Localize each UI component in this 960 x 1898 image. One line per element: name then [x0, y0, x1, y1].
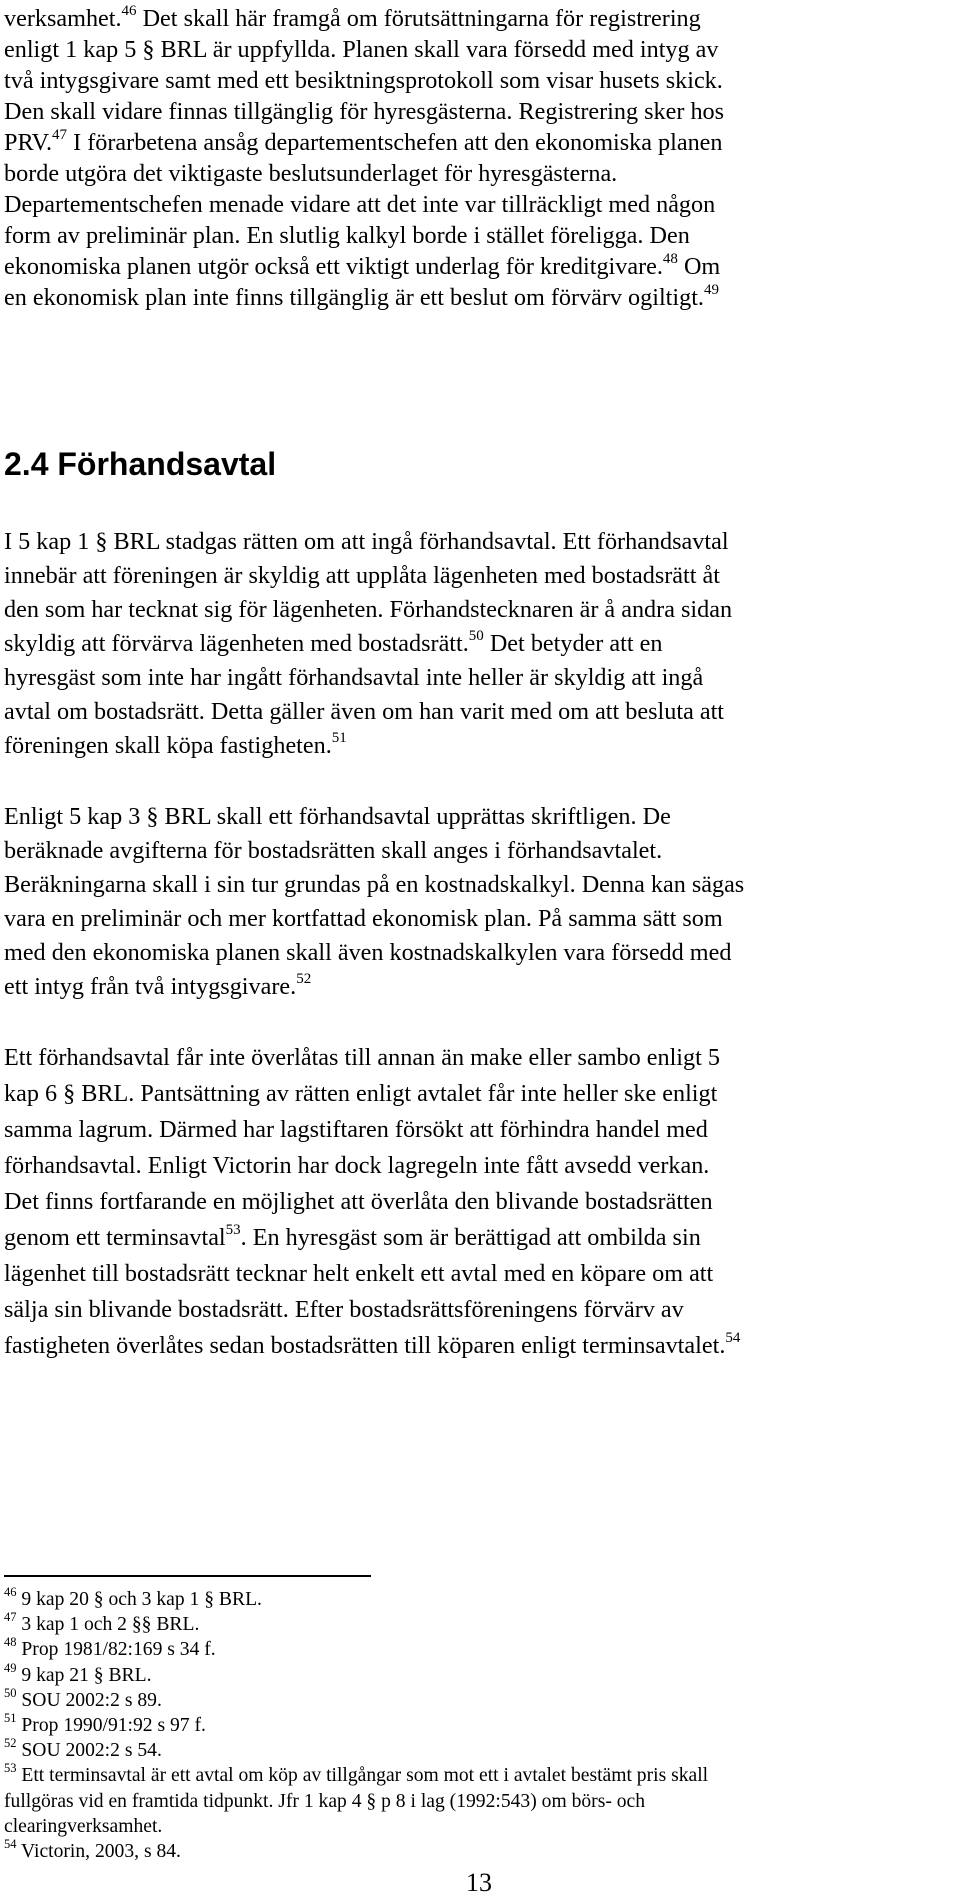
footnote-ref[interactable]: 49 — [703, 282, 719, 298]
text-line: borde utgöra det viktigaste beslutsunderlaget för hyresgästerna. — [4, 160, 618, 187]
text-line: Beräkningarna skall i sin tur grundas på en kostnadskalkyl. Denna kan sägas — [4, 871, 745, 898]
text-line: genom ett terminsavtal$^{53}$. En hyresgäst som är berättigad att ombilda sin — [4, 1222, 701, 1251]
footnote-ref[interactable]: 51 — [331, 730, 347, 746]
text-line: Departementschefen menade vidare att det inte var tillräckligt med någon — [4, 191, 716, 218]
text-line: fastigheten överlåtes sedan bostadsrätten till köparen enligt terminsavtalet.$^{54}$ — [4, 1330, 741, 1359]
footnote: $^{52}$ SOU 2002:2 s 54. — [4, 1736, 162, 1762]
footnote-ref[interactable]: 48 — [662, 251, 678, 267]
page-number: 13 — [466, 1868, 492, 1898]
footnote-continuation: clearingverksamhet. — [4, 1815, 163, 1837]
footnote: $^{47}$ 3 kap 1 och 2 §§ BRL. — [4, 1610, 200, 1636]
footnote-separator — [4, 1575, 371, 1577]
text-line: hyresgäst som inte har ingått förhandsavtal inte heller är skyldig att ingå — [4, 664, 704, 691]
footnote-continuation: fullgöras vid en framtida tidpunkt. Jfr 1 kap 4 § p 8 i lag (1992:543) om börs- och — [4, 1790, 646, 1812]
text-line: ekonomiska planen utgör också ett viktigt underlag för kreditgivare.$^{48}$ Om — [4, 251, 721, 280]
text-line: med den ekonomiska planen skall även kostnadskalkylen vara försedd med — [4, 939, 732, 966]
section-heading: 2.4 Förhandsavtal — [4, 446, 277, 482]
text-line: enligt 1 kap 5 § BRL är uppfyllda. Planen skall vara försedd med intyg av — [4, 36, 719, 63]
text-line: Den skall vidare finnas tillgänglig för hyresgästerna. Registrering sker hos — [4, 98, 725, 125]
footnote: $^{49}$ 9 kap 21 § BRL. — [4, 1660, 152, 1686]
footnote: $^{48}$ Prop 1981/82:169 s 34 f. — [4, 1635, 216, 1661]
text-line: sälja sin blivande bostadsrätt. Efter bostadsrättsföreningens förvärv av — [4, 1296, 684, 1323]
footnote: $^{51}$ Prop 1990/91:92 s 97 f. — [4, 1711, 206, 1736]
footnote-ref[interactable]: 53 — [225, 1222, 241, 1238]
text-line: lägenhet till bostadsrätt tecknar helt enkelt ett avtal med en köpare om att — [4, 1260, 714, 1287]
footnote-ref[interactable]: 52 — [296, 971, 312, 987]
text-line: I 5 kap 1 § BRL stadgas rätten om att ingå förhandsavtal. Ett förhandsavtal — [4, 528, 729, 555]
footnote: $^{50}$ SOU 2002:2 s 89. — [4, 1685, 162, 1711]
text-line: Ett förhandsavtal får inte överlåtas till annan än make eller sambo enligt 5 — [4, 1044, 720, 1071]
text-line: innebär att föreningen är skyldig att upplåta lägenheten med bostadsrätt åt — [4, 562, 720, 589]
text-line: Enligt 5 kap 3 § BRL skall ett förhandsavtal upprättas skriftligen. De — [4, 803, 671, 830]
text-line: form av preliminär plan. En slutlig kalkyl borde i stället föreligga. Den — [4, 222, 690, 249]
text-line: ett intyg från två intygsgivare.$^{52}$ — [4, 971, 312, 1000]
text-line: verksamhet.$^{46}$ Det skall här framgå om förutsättningarna för registrering — [4, 3, 701, 32]
text-line: vara en preliminär och mer kortfattad ekonomisk plan. På samma sätt som — [4, 905, 723, 932]
text-line: beräknade avgifterna för bostadsrätten skall anges i förhandsavtalet. — [4, 837, 663, 864]
footnote-ref[interactable]: 54 — [725, 1330, 741, 1346]
text-line: PRV.$^{47}$ I förarbetena ansåg departementschefen att den ekonomiska planen — [4, 127, 723, 156]
text-line: avtal om bostadsrätt. Detta gäller även om han varit med om att besluta att — [4, 698, 725, 725]
footnote: $^{53}$ Ett terminsavtal är ett avtal om köp av tillgångar som mot ett i avtalet bestämt pris skall — [4, 1761, 709, 1787]
text-line: den som har tecknat sig för lägenheten. Förhandstecknaren är å andra sidan — [4, 596, 733, 623]
text-line: samma lagrum. Därmed har lagstiftaren försökt att förhindra handel med — [4, 1116, 708, 1143]
text-line: förhandsavtal. Enligt Victorin har dock lagregeln inte fått avsedd verkan. — [4, 1152, 710, 1179]
text-line: två intygsgivare samt med ett besiktningsprotokoll som visar husets skick. — [4, 67, 723, 94]
text-line: en ekonomisk plan inte finns tillgänglig är ett beslut om förvärv ogiltigt.$^{49}$ — [4, 282, 719, 311]
text-line: skyldig att förvärva lägenheten med bostadsrätt.$^{50}$ Det betyder att en — [4, 628, 663, 657]
footnote-ref[interactable]: 47 — [52, 127, 68, 143]
text-line: föreningen skall köpa fastigheten.$^{51}$ — [4, 730, 347, 759]
footnote-ref[interactable]: 50 — [468, 628, 484, 644]
footnote: $^{46}$ 9 kap 20 § och 3 kap 1 § BRL. — [4, 1585, 262, 1610]
footnote: $^{54}$ Victorin, 2003, s 84. — [4, 1837, 181, 1862]
text-line: Det finns fortfarande en möjlighet att överlåta den blivande bostadsrätten — [4, 1188, 713, 1215]
footnote-ref[interactable]: 46 — [121, 3, 137, 19]
text-line: kap 6 § BRL. Pantsättning av rätten enligt avtalet får inte heller ske enligt — [4, 1080, 718, 1107]
